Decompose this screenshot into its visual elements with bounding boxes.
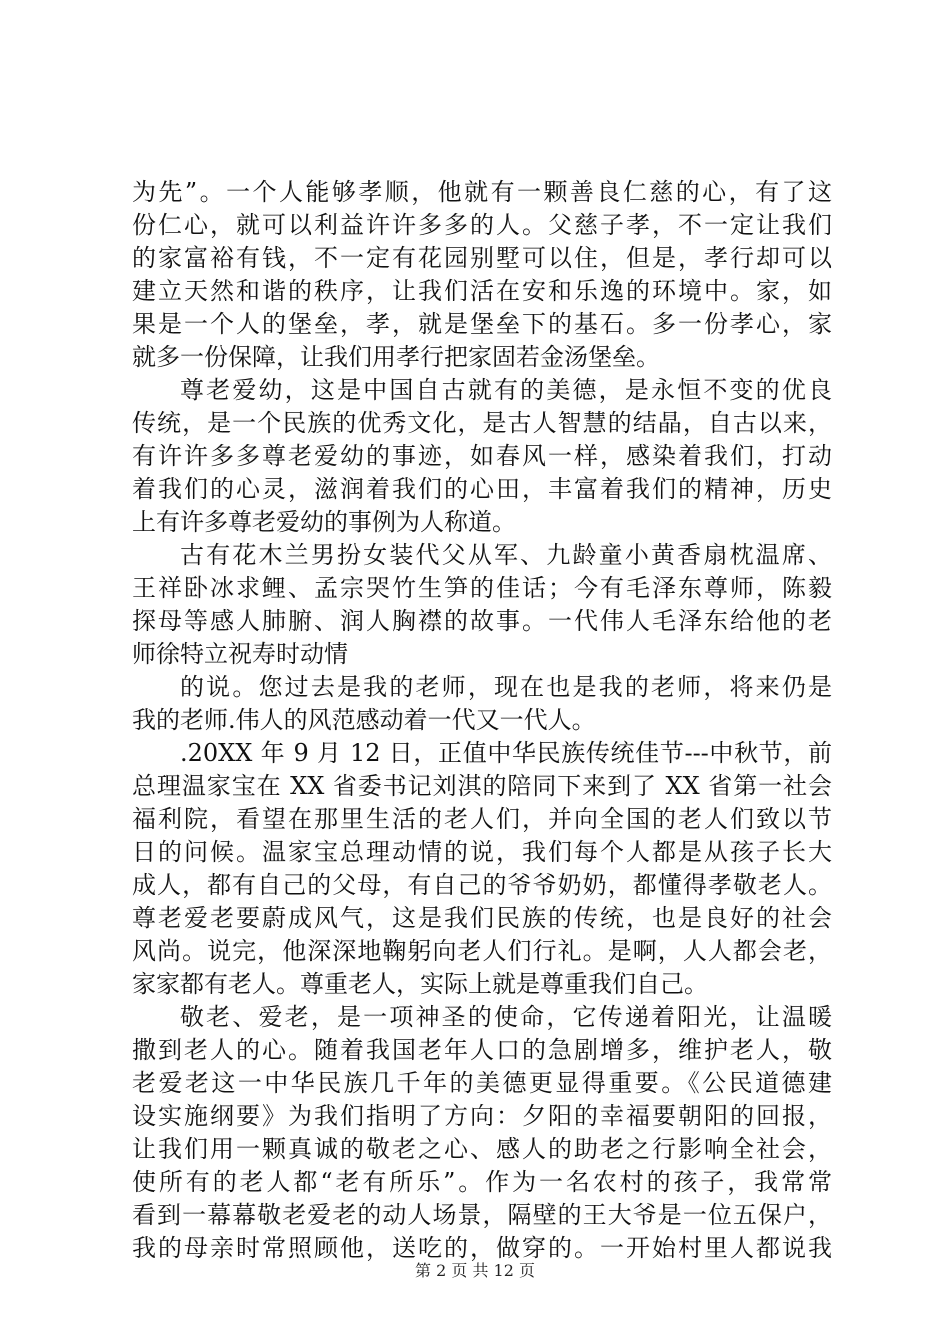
text-line: 有许许多多尊老爱幼的事迹，如春风一样，感染着我们，打动: [132, 442, 832, 470]
text-line: 敬老、爱老，是一项神圣的使命，它传递着阳光，让温暖: [180, 1003, 832, 1031]
text-line: 的说。您过去是我的老师，现在也是我的老师，将来仍是: [180, 673, 832, 701]
text-line: 家家都有老人。尊重老人，实际上就是尊重我们自己。: [132, 970, 708, 998]
text-line: 为先”。一个人能够孝顺，他就有一颗善良仁慈的心，有了这: [132, 178, 832, 206]
text-line: 设实施纲要》为我们指明了方向：夕阳的幸福要朝阳的回报，: [132, 1102, 832, 1130]
text-line: .20XX 年 9 月 12 日，正值中华民族传统佳节---中秋节，前: [180, 739, 832, 767]
page-footer: 第 2 页 共 12 页: [415, 1261, 535, 1280]
text-line: 日的问候。温家宝总理动情的说，我们每个人都是从孩子长大: [132, 838, 832, 866]
text-line: 就多一份保障，让我们用孝行把家固若金汤堡垒。: [132, 343, 660, 371]
text-line: 我的老师.伟人的风范感动着一代又一代人。: [132, 706, 596, 734]
text-line: 传统，是一个民族的优秀文化，是古人智慧的结晶，自古以来，: [132, 409, 832, 437]
text-line: 使所有的老人都“老有所乐”。作为一名农村的孩子，我常常: [132, 1168, 832, 1196]
text-line: 撒到老人的心。随着我国老年人口的急剧增多，维护老人，敬: [132, 1036, 832, 1064]
text-line: 果是一个人的堡垒，孝，就是堡垒下的基石。多一份孝心，家: [132, 310, 832, 338]
text-line: 建立天然和谐的秩序，让我们活在安和乐逸的环境中。家，如: [132, 277, 832, 305]
text-line: 风尚。说完，他深深地鞠躬向老人们行礼。是啊，人人都会老，: [132, 937, 832, 965]
text-line: 尊老爱老要蔚成风气，这是我们民族的传统，也是良好的社会: [132, 904, 832, 932]
document-body: [132, 176, 832, 1265]
text-line: 总理温家宝在 XX 省委书记刘淇的陪同下来到了 XX 省第一社会: [132, 772, 832, 800]
text-line: 福利院，看望在那里生活的老人们，并向全国的老人们致以节: [132, 805, 832, 833]
text-line: 的家富裕有钱，不一定有花园别墅可以住，但是，孝行却可以: [132, 244, 832, 272]
text-line: 份仁心，就可以利益许许多多的人。父慈子孝，不一定让我们: [132, 211, 832, 239]
text-line: 尊老爱幼，这是中国自古就有的美德，是永恒不变的优良: [180, 376, 832, 404]
text-line: 让我们用一颗真诚的敬老之心、感人的助老之行影响全社会，: [132, 1135, 832, 1163]
text-line: 师徐特立祝寿时动情: [132, 640, 348, 668]
text-line: 上有许多尊老爱幼的事例为人称道。: [132, 508, 516, 536]
text-line: 探母等感人肺腑、润人胸襟的故事。一代伟人毛泽东给他的老: [132, 607, 832, 635]
text-line: 着我们的心灵，滋润着我们的心田，丰富着我们的精神，历史: [132, 475, 832, 503]
text-line: 看到一幕幕敬老爱老的动人场景，隔壁的王大爷是一位五保户，: [132, 1201, 832, 1229]
text-line: 成人，都有自己的父母，有自己的爷爷奶奶，都懂得孝敬老人。: [132, 871, 832, 899]
text-line: 老爱老这一中华民族几千年的美德更显得重要。《公民道德建: [132, 1069, 832, 1097]
text-line: 古有花木兰男扮女装代父从军、九龄童小黄香扇枕温席、: [180, 541, 832, 569]
text-line: 我的母亲时常照顾他，送吃的，做穿的。一开始村里人都说我: [132, 1234, 832, 1262]
text-line: 王祥卧冰求鲤、孟宗哭竹生笋的佳话；今有毛泽东尊师，陈毅: [132, 574, 832, 602]
